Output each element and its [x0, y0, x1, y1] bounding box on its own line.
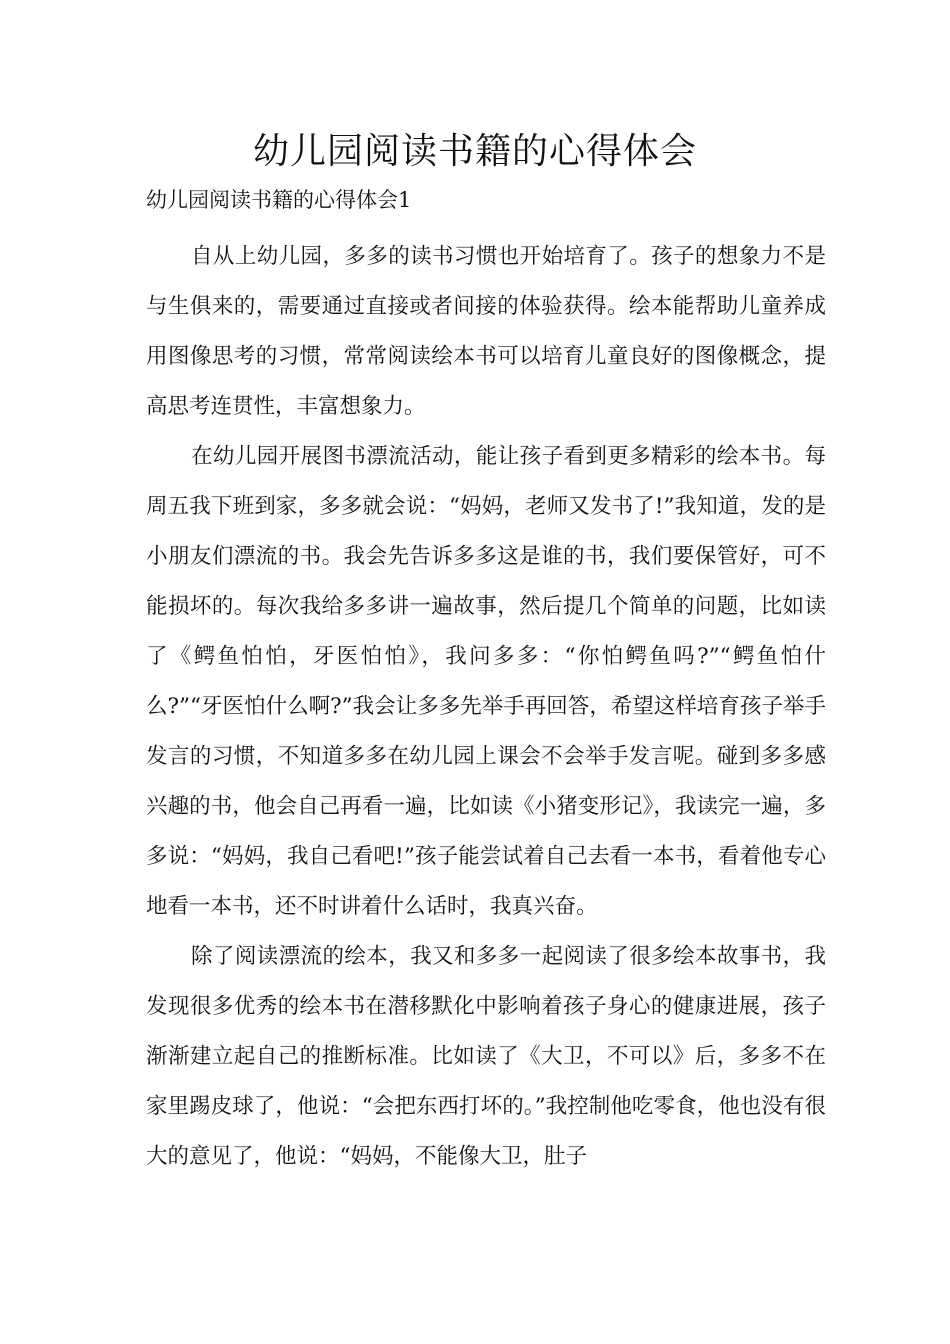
document-body	[146, 232, 826, 1182]
paragraph-1: 自从上幼儿园，多多的读书习惯也开始培育了。孩子的想象力不是与生俱来的，需要通过直接或者间接的体验获得。绘本能帮助儿童养成用图像思考的习惯，常常阅读绘本书可以培育儿童良好的图像概念，提高思考连贯性，丰富想象力。	[146, 244, 826, 419]
document-title: 幼儿园阅读书籍的心得体会	[252, 131, 697, 172]
paragraph-3: 除了阅读漂流的绘本，我又和多多一起阅读了很多绘本故事书，我发现很多优秀的绘本书在潜移默化中影响着孩子身心的健康进展，孩子渐渐建立起自己的推断标准。比如读了《大卫，不可以》后，多多不在家里踢皮球了，他说：“会把东西打坏的。”我控制他吃零食，他也没有很大的意见了，他说：“妈妈，不能像大卫，肚子	[146, 944, 826, 1169]
section-heading: 幼儿园阅读书籍的心得体会1	[146, 188, 412, 212]
paragraph-2: 在幼儿园开展图书漂流活动，能让孩子看到更多精彩的绘本书。每周五我下班到家，多多就会说：“妈妈，老师又发书了!”我知道，发的是小朋友们漂流的书。我会先告诉多多这是谁的书，我们要保管好，可不能损坏的。每次我给多多讲一遍故事，然后提几个简单的问题，比如读了《鳄鱼怕怕，牙医怕怕》，我问多多：“你怕鳄鱼吗?”“鳄鱼怕什么?”“牙医怕什么啊?”我会让多多先举手再回答，希望这样培育孩子举手发言的习惯，不知道多多在幼儿园上课会不会举手发言呢。碰到多多感兴趣的书，他会自己再看一遍，比如读《小猪变形记》，我读完一遍，多多说：“妈妈，我自己看吧!”孩子能尝试着自己去看一本书，看着他专心地看一本书，还不时讲着什么话时，我真兴奋。	[146, 444, 826, 919]
